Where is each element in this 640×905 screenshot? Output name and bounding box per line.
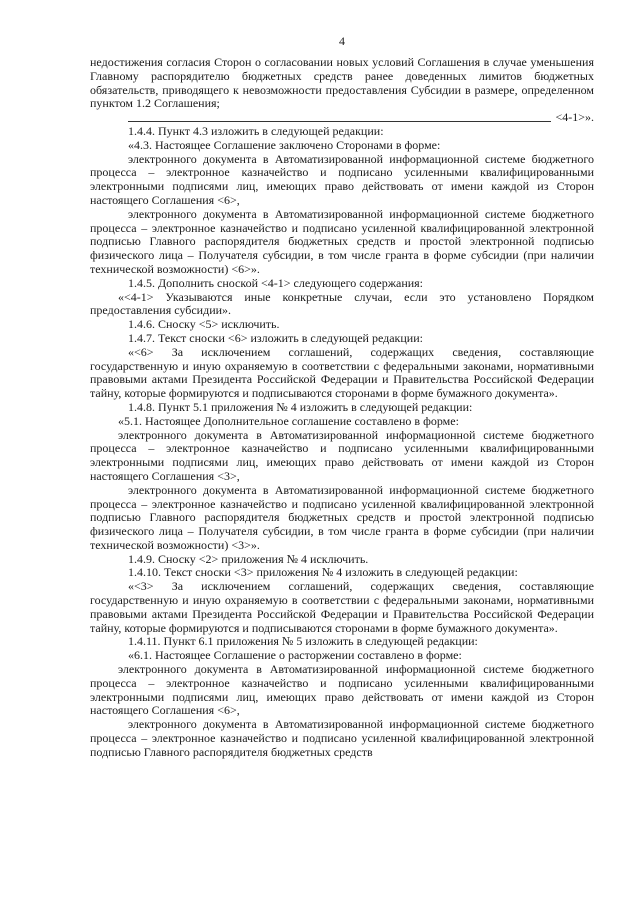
clause-5-1-option-1: электронного документа в Автоматизированной информационной системе бюджетного процесса – электронное казначейство и подписано усиленными квалифицированными электронными подписями лиц, имеющих право действовать от имени каждой из Сторон настоящего Соглашения <3>, xyxy=(90,427,594,483)
footnote-4-1-text: «<4-1> Указываются иные конкретные случаи, если это установлено Порядком предоставления субсидии». xyxy=(90,289,594,318)
clause-4-3-option-2: электронного документа в Автоматизированной информационной системе бюджетного процесса – электронное казначейство и подписано усиленной квалифицированной электронной подписью Главного распорядителя бюджетных средств и простой электронной подписью физического лица – Получателя субсидии, в том числе гранта в форме субсидии (при наличии технической возможности) <6>». xyxy=(90,206,594,276)
clause-1-4-4: 1.4.4. Пункт 4.3 изложить в следующей редакции: xyxy=(128,123,384,138)
clause-6-1-option-2: электронного документа в Автоматизированной информационной системе бюджетного процесса – электронное казначейство и подписано усиленной квалифицированной электронной подписью Главного распорядителя бюджетных средств xyxy=(90,717,594,759)
clause-4-3-option-1: электронного документа в Автоматизированной информационной системе бюджетного процесса – электронное казначейство и подписано усиленными квалифицированными электронными подписями лиц, имеющих право действовать от имени каждой из Сторон настоящего Соглашения <6>, xyxy=(90,151,594,207)
footnote-6-text: «<6> За исключением соглашений, содержащих сведения, составляющие государственную и иную охраняемую в соответствии с федеральными законами, нормативными правовыми актами Президента Российской Федерации и Правительства Российской Федерации тайну, которые формируются и подписываются сторонами в форме бумажного документа». xyxy=(90,344,594,401)
page-number: 4 xyxy=(339,34,345,48)
clause-5-1-intro: «5.1. Настоящее Дополнительное соглашение составлено в форме: xyxy=(118,413,459,428)
clause-1-4-8: 1.4.8. Пункт 5.1 приложения № 4 изложить в следующей редакции: xyxy=(128,399,473,414)
clause-5-1-option-2: электронного документа в Автоматизированной информационной системе бюджетного процесса – электронное казначейство и подписано усиленной квалифицированной электронной подписью Главного распорядителя бюджетных средств и простой электронной подписью физического лица – Получателя субсидии, в том числе гранта в форме субсидии (при наличии технической возможности) <3>». xyxy=(90,482,594,552)
clause-1-4-7: 1.4.7. Текст сноски <6> изложить в следующей редакции: xyxy=(128,330,423,345)
clause-1-4-5: 1.4.5. Дополнить сноской <4-1> следующего содержания: xyxy=(128,275,424,290)
clause-6-1-option-1: электронного документа в Автоматизированной информационной системе бюджетного процесса – электронное казначейство и подписано усиленными квалифицированными электронными подписями лиц, имеющих право действовать от имени каждой из Сторон настоящего Соглашения <6>, xyxy=(90,662,594,718)
footnote-reference: <4-1>». xyxy=(555,110,594,125)
clause-1-4-9: 1.4.9. Сноску <2> приложения № 4 исключить. xyxy=(128,551,369,566)
footnote-reference-line xyxy=(90,111,594,125)
clause-1-4-6: 1.4.6. Сноску <5> исключить. xyxy=(128,317,280,332)
underline-rule xyxy=(128,121,551,122)
clause-6-1-intro: «6.1. Настоящее Соглашение о расторжении составлено в форме: xyxy=(128,648,462,663)
paragraph-continuation: недостижения согласия Сторон о согласовании новых условий Соглашения в случае уменьшения Главному распорядителю бюджетных средств ранее доведенных лимитов бюджетных обязательств, приводящего к невозможности предоставления Субсидии в размере, определенном пунктом 1.2 Соглашения; xyxy=(90,55,594,111)
footnote-3-text: «<3> За исключением соглашений, содержащих сведения, составляющие государственную и иную охраняемую в соответствии с федеральными законами, нормативными правовыми актами Президента Российской Федерации и Правительства Российской Федерации тайну, которые формируются и подписываются сторонами в форме бумажного документа». xyxy=(90,579,594,635)
document-body xyxy=(90,56,594,760)
clause-1-4-11: 1.4.11. Пункт 6.1 приложения № 5 изложить в следующей редакции: xyxy=(128,634,478,649)
clause-1-4-10: 1.4.10. Текст сноски <3> приложения № 4 изложить в следующей редакции: xyxy=(128,565,518,580)
clause-4-3-intro: «4.3. Настоящее Соглашение заключено Сторонами в форме: xyxy=(128,137,441,152)
